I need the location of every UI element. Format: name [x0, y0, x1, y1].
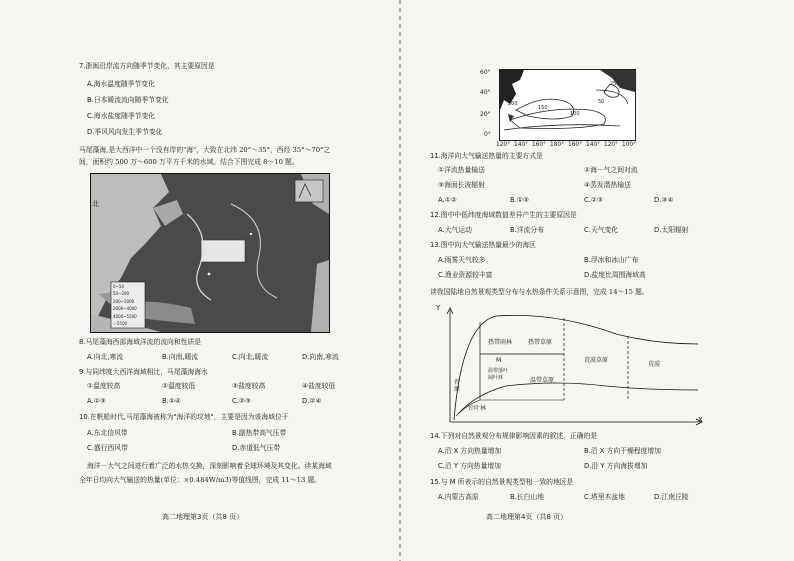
q8-stem: 8.马尾藻海西部海域洋流的流向和性质是 — [79, 338, 202, 346]
zone-desert: 荒漠 — [648, 361, 661, 368]
q12-option-a: A.大气运动 — [438, 226, 472, 234]
q10-option-d: D.赤道低气压带 — [232, 444, 281, 452]
lon-label: 120° — [604, 142, 618, 148]
q15-option-d: D.江南丘陵 — [654, 493, 689, 501]
legend-entry: 2000~4000 — [113, 306, 137, 312]
contour-label: 100 — [570, 111, 580, 117]
left-page-footer: 高二地理第3页（共8 页） — [162, 513, 244, 521]
contour-label: 50 — [598, 99, 605, 105]
q14-option-d: D.沿 Y 方向海拔增加 — [584, 462, 648, 470]
q15-option-a: A.内蒙古高原 — [438, 493, 479, 501]
lon-label: 140° — [586, 142, 600, 148]
q14-option-c: C.沿 Y 方向热量增加 — [438, 462, 501, 470]
q11-item-4: ④蒸发潜热输送 — [584, 181, 631, 189]
q11-item-1: ①洋流热量输送 — [438, 166, 485, 174]
intro-8-10-line2: 间，面积约 500 万～600 万平方千米的水域。结合下图完成 8～10 题。 — [79, 158, 299, 166]
q15-option-b: B.长白山地 — [510, 493, 545, 501]
q13-option-d: D.盐度比周围海域高 — [584, 271, 646, 279]
zone-coniferous-forest: 针叶林 — [468, 405, 487, 412]
q11-option-a: A.①② — [438, 196, 457, 204]
heat-map-lon-labels — [496, 141, 646, 149]
q13-option-b: B.浮冰和冰山广布 — [584, 256, 639, 264]
lon-label: 160° — [568, 142, 582, 148]
q9-option-c: C.②③ — [232, 397, 252, 405]
q11-item-2: ②海－气之间对流 — [584, 166, 638, 174]
atlantic-map — [90, 173, 330, 333]
zone-desert-grassland: 荒漠草原 — [584, 357, 609, 364]
x-axis-label: X — [698, 416, 703, 424]
q7-option-c: C.海水盐度随季节变化 — [87, 112, 156, 120]
lat-label: 0° — [484, 131, 491, 138]
q9-stem: 9.与同纬度大西洋海域相比，马尾藻海海水 — [79, 368, 208, 376]
zone-tropical-grassland: 热带草原 — [528, 339, 553, 346]
q7-option-d: D.季风风向发生季节变化 — [87, 128, 163, 136]
legend-entry: 4000~5500 — [113, 313, 137, 319]
right-page-footer: 高二地理第4页（共8 页） — [486, 513, 568, 521]
lat-label: 20° — [480, 111, 491, 118]
q12-option-b: B.洋流分布 — [510, 226, 545, 234]
legend-entry: 0~50 — [113, 284, 124, 289]
q9-item-3: ③盐度较高 — [232, 382, 266, 390]
q7-option-a: A.海水温度随季节变化 — [87, 80, 155, 88]
q9-option-b: B.①④ — [162, 397, 182, 405]
q15-option-c: C.塔里木盆地 — [584, 493, 625, 501]
legend-entry: 50~200 — [113, 291, 130, 297]
q14-option-a: A.沿 X 方向热量增加 — [438, 447, 502, 455]
zone-temperate-grassland: 温带草原 — [530, 377, 555, 384]
q10-stem: 10.在帆船时代,马尾藻海被称为"海洋的坟地"，主要是因为该海域位于 — [79, 413, 289, 421]
lat-label: 40° — [480, 89, 491, 96]
q14-option-b: B.沿 X 方向干燥程度增加 — [584, 447, 661, 455]
lon-label: 180° — [550, 142, 564, 148]
contour-label: 150 — [538, 105, 548, 111]
q11-option-b: B.①③ — [510, 196, 530, 204]
zone-tropical-rainforest: 热带雨林 — [488, 339, 513, 346]
q7-option-b: B.日本暖流流向随季节变化 — [87, 96, 169, 104]
zone-m: M — [496, 357, 502, 364]
zone-temperate-deciduous-forest: 温带落叶阔叶林 — [488, 368, 509, 381]
q9-item-4: ④盐度较低 — [302, 382, 336, 390]
legend-entry: ＞5500 — [113, 321, 128, 327]
q9-item-2: ②温度较低 — [162, 382, 196, 390]
q9-option-a: A.①③ — [87, 397, 106, 405]
q9-item-1: ①温度较高 — [87, 382, 121, 390]
map-north-label: 北 — [92, 200, 99, 208]
q13-option-a: A.雨雾天气较多 — [438, 256, 486, 264]
q8-option-a: A.向北,寒流 — [87, 353, 124, 361]
contour-label: 250 — [610, 81, 620, 87]
y-axis-label: Y — [436, 304, 441, 312]
q10-option-b: B.副热带高气压带 — [232, 429, 287, 437]
lat-label: 60° — [480, 69, 491, 76]
pacific-heat-map — [499, 69, 636, 141]
q10-option-a: A.东北信风带 — [87, 429, 128, 437]
q14-stem: 14.下列对自然景观分布规律影响因素的叙述，正确的是 — [430, 432, 598, 440]
landscape-diagram — [436, 304, 706, 428]
lon-label: 100° — [622, 142, 636, 148]
intro-11-13-line1: 海洋－大气之间进行着广泛的水热交换，深刻影响着全球环境及其变化。读某海域 — [87, 462, 332, 470]
q9-option-d: D.②④ — [302, 397, 322, 405]
lon-label: 120° — [496, 142, 510, 148]
intro-14-15: 读我国陆地自然景观类型分布与水热条件关系示意图，完成 14～15 题。 — [430, 288, 649, 296]
q8-option-c: C.向北,暖流 — [232, 353, 269, 361]
q11-option-c: C.②③ — [584, 196, 604, 204]
q8-option-b: B.向南,暖流 — [162, 353, 199, 361]
q13-stem: 13.图中向大气输送热量最少的海区 — [430, 241, 536, 249]
depth-legend — [113, 283, 147, 327]
q11-option-d: D.③④ — [654, 196, 674, 204]
zone-tundra: 苔原 — [454, 379, 461, 393]
intro-11-13-line2: 全年日均向大气输送的热量(单位：×0.484W/m3)等值线图，完成 11～13 题。 — [79, 476, 322, 484]
lon-label: 160° — [532, 142, 546, 148]
q12-option-c: C.天气变化 — [584, 226, 619, 234]
q7-stem: 7.浙闽沿岸流方向随季节变化，其主要原因是 — [79, 62, 215, 70]
q12-option-d: D.太阳辐射 — [654, 226, 689, 234]
intro-8-10-line1: 马尾藻海,是大西洋中一个没有岸的"海"，大致在北纬 20°～35°，西经 35°～70°之 — [79, 146, 331, 154]
q11-item-3: ③海面长波辐射 — [438, 181, 485, 189]
q15-stem: 15.与 M 所表示的自然景观类型相一致的地区是 — [430, 478, 574, 486]
q12-stem: 12.图中中低纬度海域数值差异产生的主要原因是 — [430, 211, 577, 219]
legend-entry: 200~2000 — [113, 298, 135, 304]
contour-label: 200 — [508, 101, 518, 107]
q8-option-d: D.向南,寒流 — [302, 353, 339, 361]
q10-option-c: C.盛行西风带 — [87, 444, 128, 452]
q13-option-c: C.渔业资源较丰富 — [438, 271, 493, 279]
q11-stem: 11.海洋向大气输送热量的主要方式是 — [430, 152, 543, 160]
right-page — [400, 0, 794, 561]
lon-label: 140° — [514, 142, 528, 148]
